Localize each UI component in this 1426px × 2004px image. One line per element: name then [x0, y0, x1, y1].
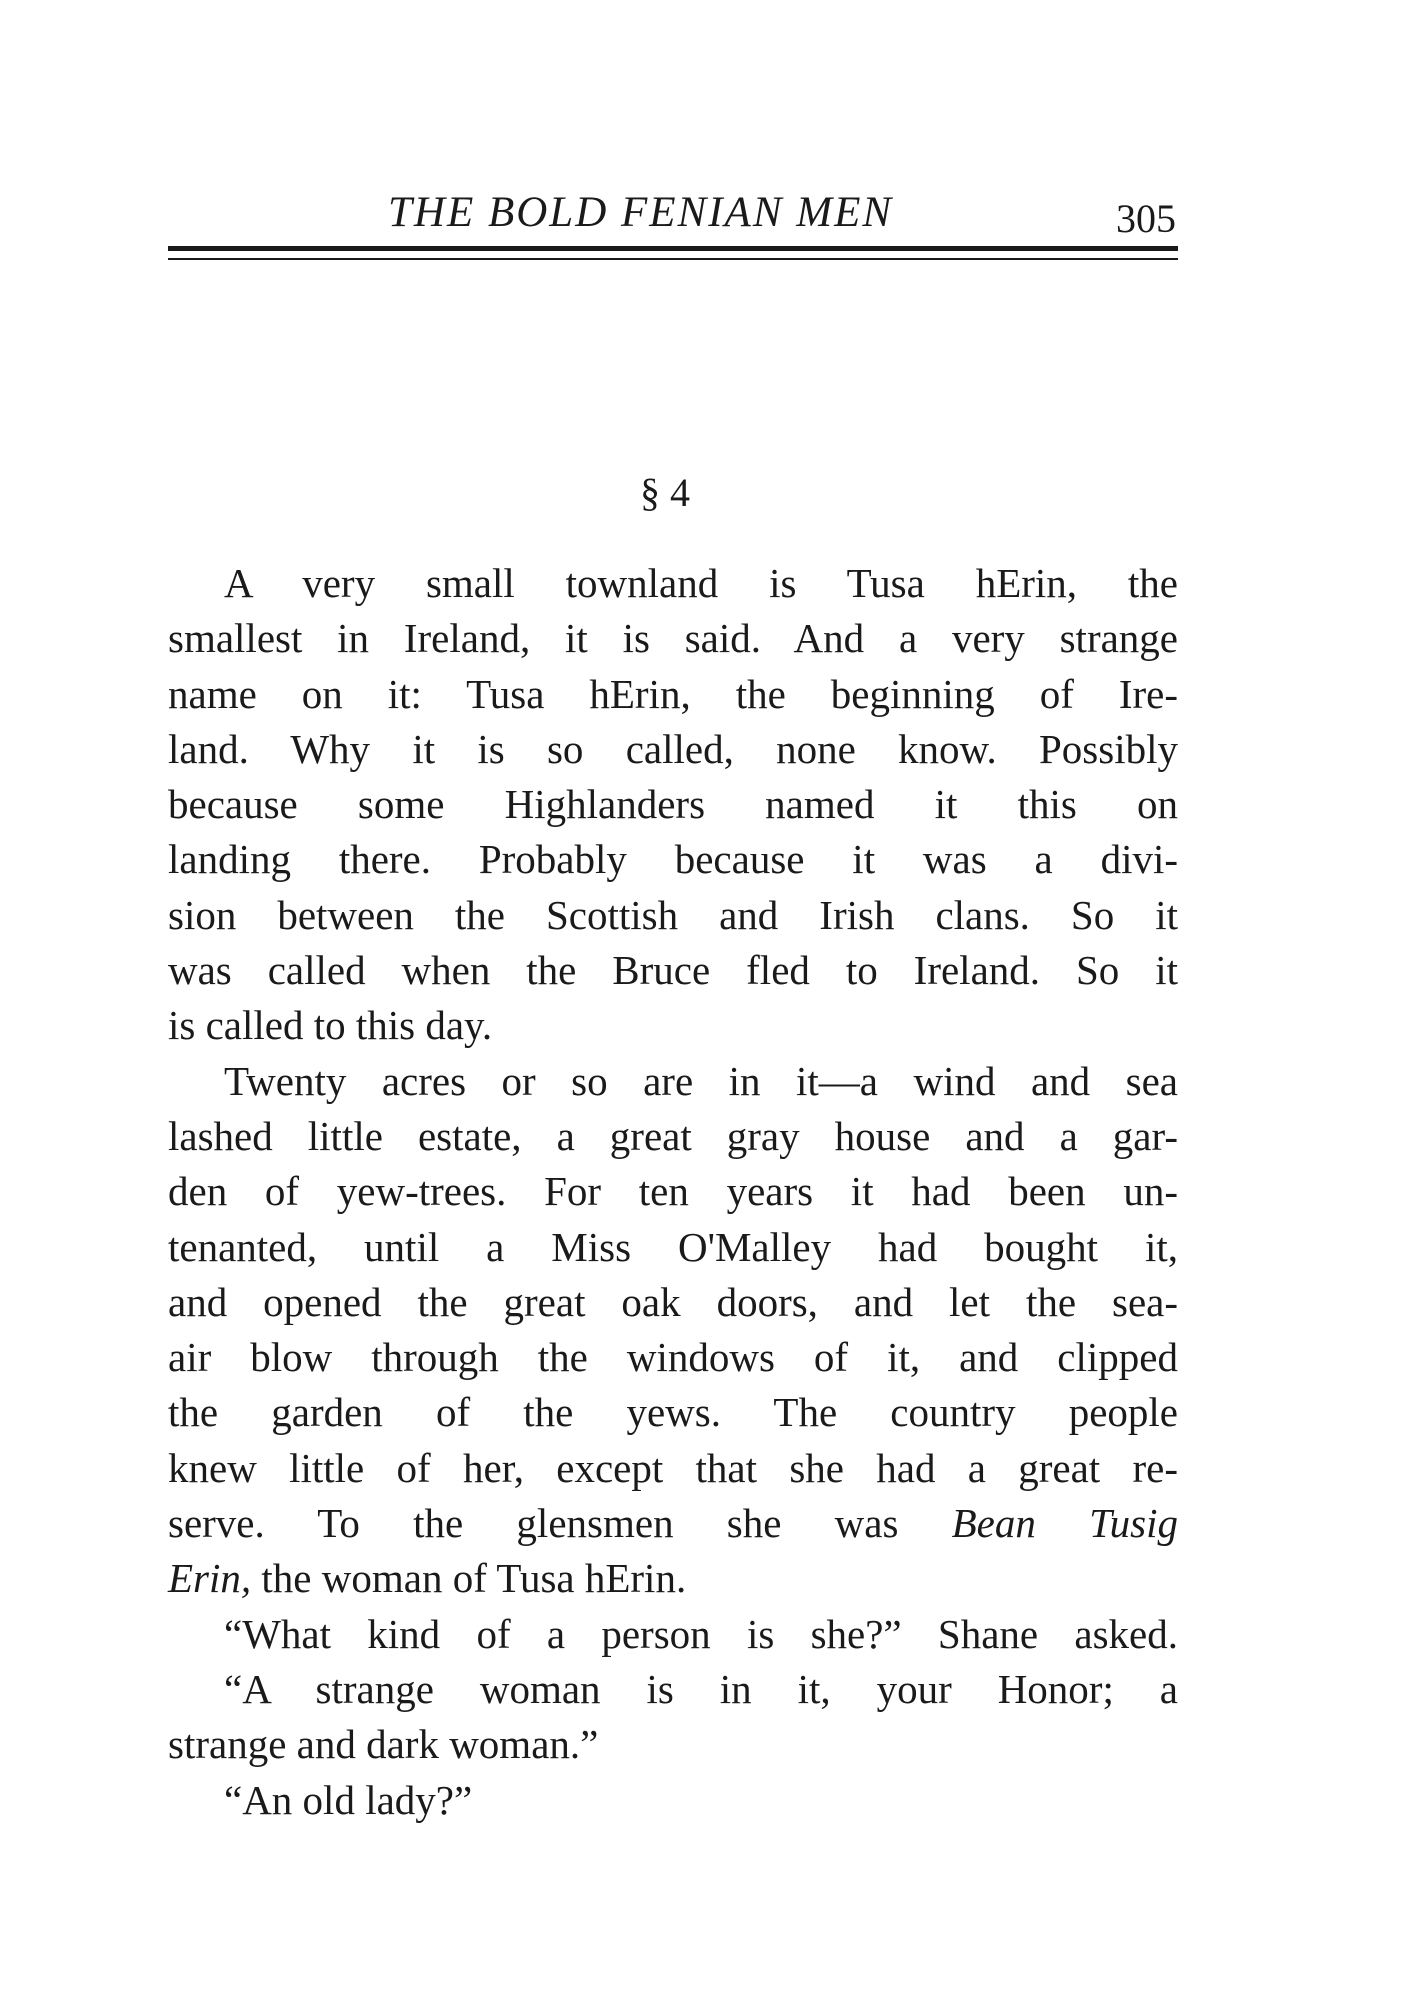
- section-heading: § 4: [640, 470, 690, 515]
- text-line: land. Why it is so called, none know. Possibly: [168, 725, 1178, 772]
- page-number: 305: [1116, 196, 1176, 241]
- text-line: was called when the Bruce fled to Ireland. So it: [168, 947, 1178, 994]
- italic-phrase: Bean Tusig: [951, 1500, 1178, 1547]
- text-line: [168, 1551, 1178, 1606]
- text-fragment: serve. To the glensmen she was: [168, 1500, 952, 1547]
- text-fragment: the woman of Tusa hErin.: [251, 1555, 687, 1602]
- header-rule-thick: [168, 246, 1178, 251]
- text-line: den of yew-trees. For ten years it had been un-: [168, 1168, 1178, 1215]
- text-line: “An old lady?”: [224, 1776, 473, 1823]
- text-line: “A strange woman is in it, your Honor; a: [224, 1665, 1178, 1712]
- text-line: is called to this day.: [168, 1002, 493, 1049]
- text-line: strange and dark woman.”: [168, 1721, 599, 1768]
- text-line: [168, 1496, 1178, 1551]
- text-line: smallest in Ireland, it is said. And a very strange: [168, 615, 1178, 662]
- running-head: [168, 178, 1176, 248]
- text-line: knew little of her, except that she had a great re-: [168, 1444, 1178, 1491]
- text-line: Twenty acres or so are in it—a wind and sea: [224, 1057, 1178, 1104]
- text-line: because some Highlanders named it this on: [168, 781, 1178, 828]
- text-line: landing there. Probably because it was a divi-: [168, 836, 1178, 883]
- text-line: tenanted, until a Miss O'Malley had bought it,: [168, 1223, 1178, 1270]
- text-line: the garden of the yews. The country people: [168, 1389, 1178, 1436]
- text-line: sion between the Scottish and Irish clans. So it: [168, 891, 1178, 938]
- italic-phrase: Erin,: [168, 1555, 252, 1602]
- text-line: name on it: Tusa hErin, the beginning of Ire-: [168, 670, 1178, 717]
- header-rule-thin: [168, 258, 1178, 260]
- running-title: THE BOLD FENIAN MEN: [388, 189, 894, 236]
- text-line: “What kind of a person is she?” Shane asked.: [224, 1610, 1178, 1657]
- body-text: [168, 556, 1178, 1828]
- text-line: lashed little estate, a great gray house and a gar-: [168, 1112, 1178, 1159]
- text-line: and opened the great oak doors, and let the sea-: [168, 1278, 1178, 1325]
- text-line: A very small townland is Tusa hErin, the: [224, 560, 1178, 606]
- text-line: air blow through the windows of it, and clipped: [168, 1334, 1178, 1381]
